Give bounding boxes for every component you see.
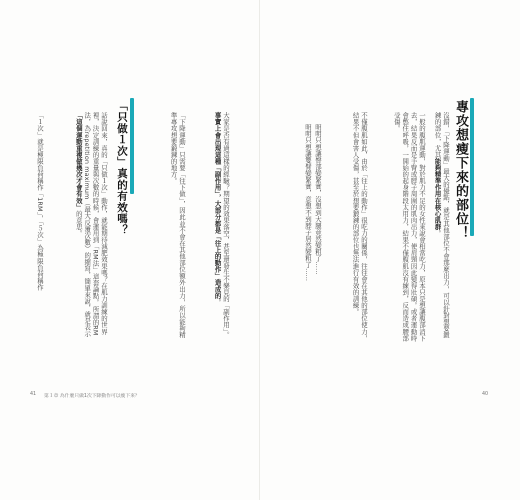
right-paragraph-1-text: 沒錯，「下降運動」最大的優點，就是其他部位不會那麼出力，可以針對想要鍛鍊的部位，尤其 xyxy=(433,112,450,339)
left-paragraph-3-text: 話說回來，真的「只做１次」動作，就能期待減肥效果嗎？在肌力訓練的世界裡，決定訓練的重量與次數的時候，會運用到「RM法」這套論點。所謂的RM法，為repetition maximum（最大反覆次數）的縮寫，簡單來說，就是表示 xyxy=(83,112,108,338)
right-paragraph-2 xyxy=(370,112,426,344)
left-paragraph-1-emphasis: 事實上會出現這種「副作用」，大部分都是「往上的動作」造成的 xyxy=(213,112,222,299)
right-paragraph-1-end: 。 xyxy=(433,229,442,237)
right-paragraph-3 xyxy=(330,112,368,344)
left-paragraph-3-emphasis: 「這個運動重複做幾次才會有效」 xyxy=(74,112,83,211)
left-paragraph-3-end: 的意思。 xyxy=(74,210,83,237)
left-paragraph-4 xyxy=(30,112,44,344)
title-accent-bar xyxy=(470,98,474,236)
right-paragraph-4 xyxy=(312,124,322,344)
left-paragraph-2-text: 「下降運動」只需要「往下做」，因此並不會在其他部位額外出力，所以能夠精準專攻想要鍛鍊的地方。 xyxy=(169,112,186,339)
running-head: 第１章 為什麼只做1次下降動作可以瘦下來？ xyxy=(44,394,140,399)
right-paragraph-1 xyxy=(428,112,450,344)
left-paragraph-1-text: 大家是否有過這樣的經驗？期望的效果落空，甚至還發生不樂見的「副作用」。 xyxy=(222,112,230,339)
right-paragraph-2-text: 一般的腹肌運動，對於肌力不足的女性來說會相當吃力，原本只是想讓腹部消下去，結果反而是手臂或脖子周圍的肌肉出力，使肩頸因此變得壯碩。或者運動時會憋住呼吸，一開始的起身階段太用力，結果不僅腹肌沒有練到，反而造成腰部受傷。 xyxy=(392,112,426,342)
left-page-number: 41 xyxy=(30,392,37,397)
right-paragraph-4-text: 明明只想讓臀部變緊實，沒想到大腿竟然變粗了…… xyxy=(314,124,322,275)
section-subtitle: 「只做１次」真的有效嗎？ xyxy=(116,100,128,236)
right-paragraph-5 xyxy=(302,124,312,344)
right-paragraph-3-text: 不僅腹肌如此，由於「往上的動作」很吃力的關係，往往會在其他的部位使力，結果不但會害人受傷，甚至於想要鍛鍊的部位也無法進行有效的訓練。 xyxy=(351,112,368,342)
page-title: 專攻想瘦下來的部位！ xyxy=(453,100,468,240)
left-paragraph-2 xyxy=(160,112,186,344)
left-paragraph-1-end: 。 xyxy=(213,298,222,306)
subtitle-accent-bar xyxy=(130,98,134,194)
right-paragraph-1-emphasis: 能夠精準作用在核心肌群 xyxy=(433,157,442,230)
left-paragraph-4-text: 「１次」就是極限負荷稱作「1RM」，「５次」為極限負荷稱作 xyxy=(36,112,44,291)
left-paragraph-3 xyxy=(46,112,108,344)
right-page xyxy=(260,0,520,500)
right-page-number: 40 xyxy=(482,392,489,397)
right-paragraph-5-text: 明明只想讓雙臂變緊實，意想不到脖子居然變粗了…… xyxy=(304,124,312,282)
left-paragraph-1 xyxy=(188,112,230,344)
